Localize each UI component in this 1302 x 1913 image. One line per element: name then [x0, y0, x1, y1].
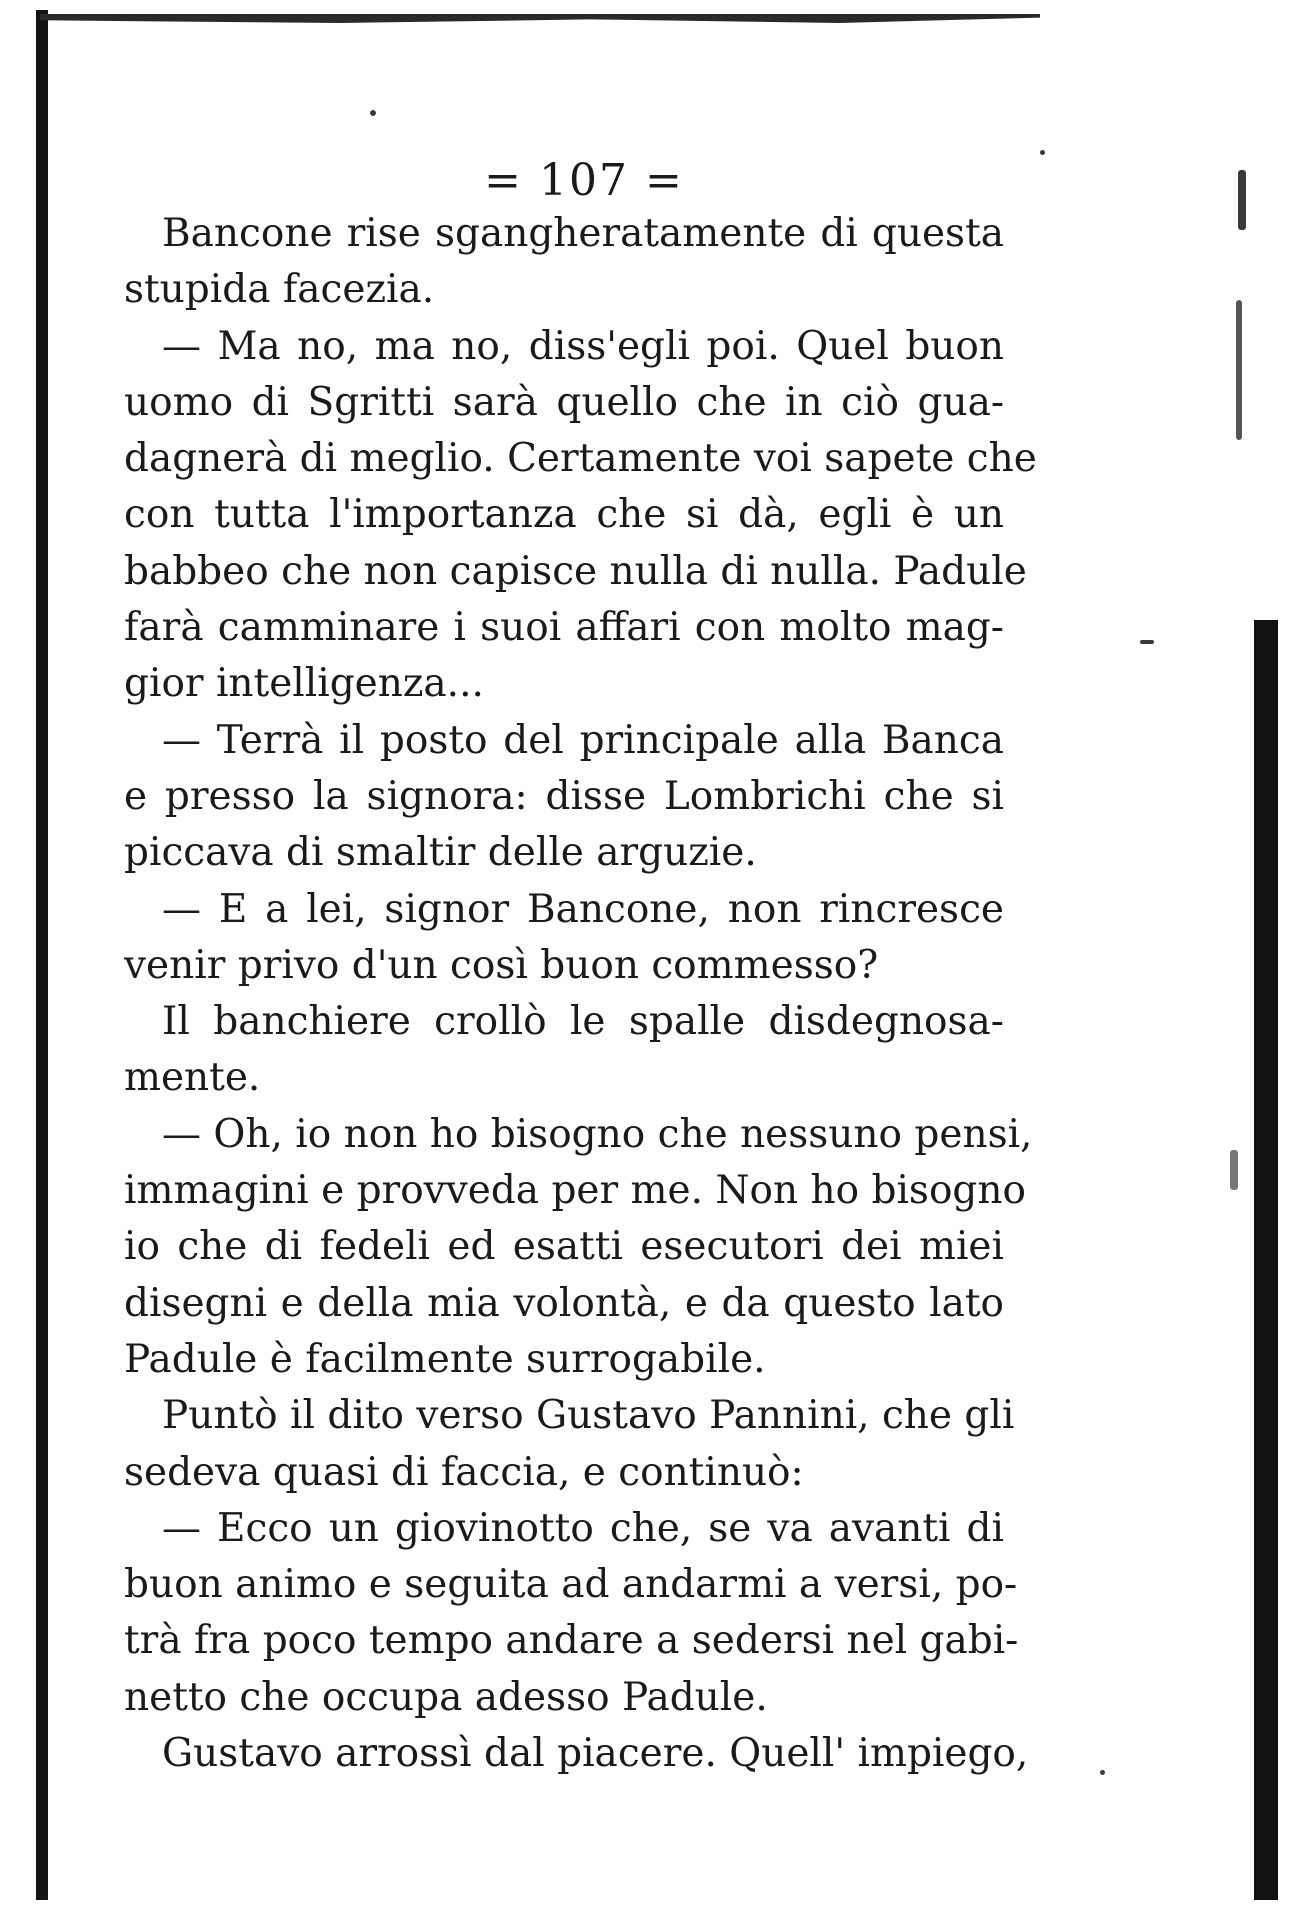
text-line: — Ma no, ma no, diss'egli poi. Quel buon — [162, 323, 1004, 369]
text-line: stupida facezia. — [124, 267, 435, 313]
text-line: Bancone rise sgangheratamente di questa — [162, 211, 1004, 256]
scan-speck — [1236, 300, 1242, 440]
text-line: piccava di smaltir delle arguzie. — [124, 830, 757, 876]
body-text — [124, 206, 1037, 1782]
text-line: e presso la signora: disse Lombrichi che si — [124, 773, 1004, 819]
text-line: Puntò il dito verso Gustavo Pannini, che gli — [162, 1393, 1015, 1439]
page-number: = 107 = — [484, 155, 684, 206]
scan-speck — [1238, 170, 1246, 230]
scan-right-edge — [1254, 620, 1278, 1900]
text-line: farà camminare i suoi affari con molto mag- — [124, 605, 1004, 651]
text-line: uomo di Sgritti sarà quello che in ciò gua- — [124, 379, 1004, 425]
text-line: babbeo che non capisce nulla di nulla. Padule — [124, 548, 1027, 594]
text-line: sedeva quasi di faccia, e continuò: — [124, 1449, 804, 1495]
scan-top-edge — [40, 14, 1040, 23]
text-line: disegni e della mia volontà, e da questo lato — [124, 1280, 1004, 1326]
text-line: — Oh, io non ho bisogno che nessuno pensi, — [162, 1111, 1033, 1157]
scan-speck — [1140, 640, 1154, 644]
text-line: con tutta l'importanza che si dà, egli è un — [124, 492, 1004, 538]
text-line: Gustavo arrossì dal piacere. Quell' impiego, — [162, 1731, 1029, 1777]
text-line: — E a lei, signor Bancone, non rincresce — [162, 886, 1004, 932]
scan-speck — [1100, 1770, 1105, 1775]
scan-speck — [1230, 1150, 1238, 1190]
text-line: — Terrà il posto del principale alla Banca — [162, 717, 1004, 763]
text-line: dagnerà di meglio. Certamente voi sapete che — [124, 436, 1037, 482]
text-line: venir privo d'un così buon commesso? — [124, 942, 879, 988]
text-line: Padule è facilmente surrogabile. — [124, 1336, 766, 1382]
text-line: buon animo e seguita ad andarmi a versi, po- — [124, 1562, 1018, 1608]
scan-speck — [1040, 150, 1045, 155]
text-line: — Ecco un giovinotto che, se va avanti di — [162, 1505, 1004, 1551]
text-line: immagini e provveda per me. Non ho bisogno — [124, 1168, 1026, 1214]
text-line: io che di fedeli ed esatti esecutori dei miei — [124, 1224, 1004, 1270]
scan-speck — [370, 110, 376, 116]
text-line: mente. — [124, 1055, 261, 1101]
book-page — [124, 150, 1037, 1782]
scan-left-edge — [36, 10, 48, 1900]
text-line: trà fra poco tempo andare a sedersi nel gabi- — [124, 1618, 1019, 1664]
text-line: netto che occupa adesso Padule. — [124, 1674, 768, 1720]
text-line: Il banchiere crollò le spalle disdegnosa- — [162, 999, 1004, 1045]
text-line: gior intelligenza... — [124, 661, 484, 707]
